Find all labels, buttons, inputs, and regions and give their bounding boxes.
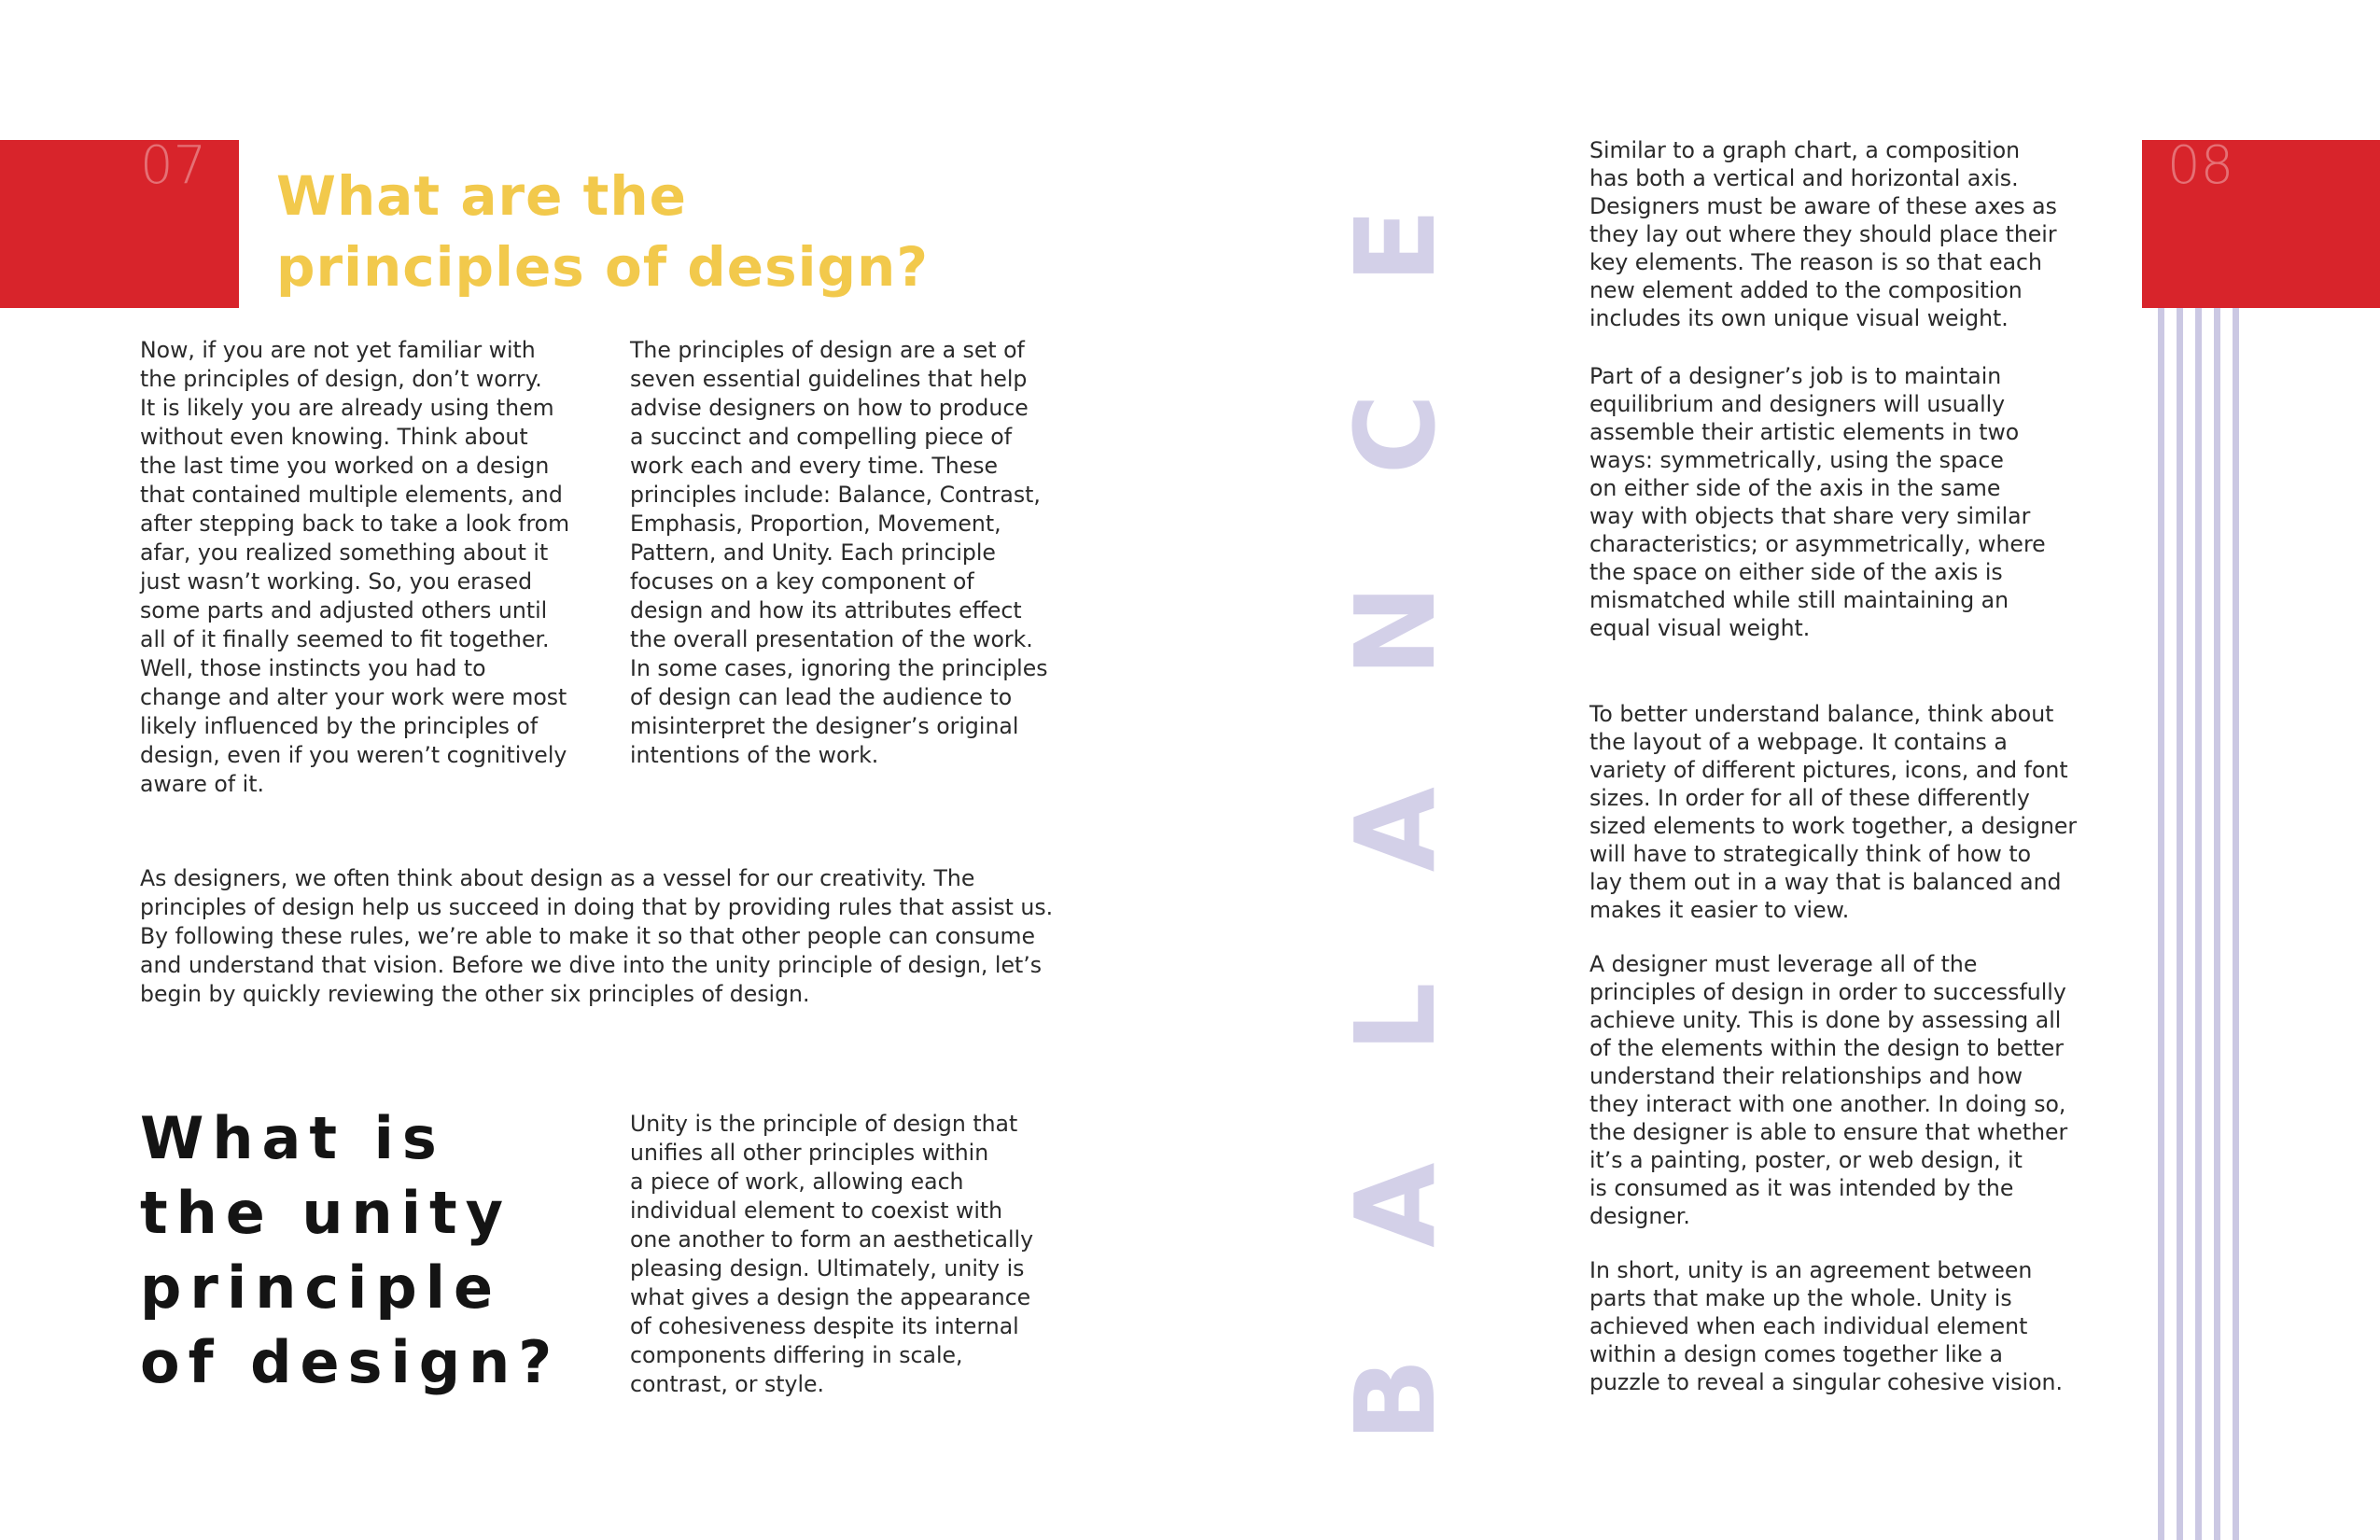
- paragraph-leverage-unity: A designer must leverage all of the principles of design in order to successfully achieve unity. This is done by assessing all of the elements within the design to better understand their relationships and how they interact with one another. In doing so, the designer is able to ensure that whether it’s a painting, poster, or web design, it is consumed as it was intended by the designer.: [1589, 951, 2068, 1229]
- balance-vertical-word-container: [1331, 98, 1460, 1442]
- heading-unity-principle: What is the unity principle of design?: [140, 1104, 561, 1396]
- heading-principles-line-1: What are the: [276, 164, 687, 228]
- page-number-left: 07: [140, 135, 207, 196]
- intro-column-2: The principles of design are a set of seven essential guidelines that help advise designers on how to produce a succinct and compelling piece of work each and every time. These principles include: Balance, Contrast, Emphasis, Proportion, Movement, Pattern, and Unity. Each principle focuses on a key component of design and how its attributes effect the overall presentation of the work. In some cases, ignoring the principles of design can lead the audience to misinterpret the designer’s original intentions of the work.: [630, 337, 1048, 768]
- decorative-stripe: [2195, 308, 2202, 1540]
- heading-principles: [276, 161, 1023, 302]
- balance-vertical-word: BALANCE: [1331, 98, 1460, 1442]
- intro-column-1: Now, if you are not yet familiar with the principles of design, don’t worry. It is likely you are already using them without even knowing. Think about the last time you worked on a design that contained multiple elements, and after stepping back to take a look from afar, you realized something about it just wasn’t working. So, you erased some parts and adjusted others until all of it finally seemed to fit together. Well, those instincts you had to change and alter your work were most likely influenced by the principles of design, even if you weren’t cognitively aware of it.: [140, 337, 570, 797]
- paragraph-equilibrium: Part of a designer’s job is to maintain equilibrium and designers will usually assemble their artistic elements in two ways: symmetrically, using the space on either side of the axis in the same way with objects that share very similar characteristics; or asymmetrically, where the space on either side of the axis is mismatched while still maintaining an equal visual weight.: [1589, 363, 2046, 641]
- decorative-stripe: [2177, 308, 2183, 1540]
- paragraph-webpage: To better understand balance, think about the layout of a webpage. It contains a variety of different pictures, icons, and font sizes. In order for all of these differently sized elements to work together, a designer will have to strategically think of how to lay them out in a way that is balanced and makes it easier to view.: [1589, 701, 2078, 923]
- decorative-stripe: [2233, 308, 2239, 1540]
- full-width-paragraph: As designers, we often think about design as a vessel for our creativity. The principles of design help us succeed in doing that by providing rules that assist us. By following these rules, we’re able to make it so that other people can consume and understand that vision. Before we dive into the unity principle of design, let’s begin by quickly reviewing the other six principles of design.: [140, 865, 1054, 1007]
- paragraph-axis: Similar to a graph chart, a composition has both a vertical and horizontal axis. Designers must be aware of these axes as they lay out where they should place their key elements. The reason is so that each new element added to the composition includes its own unique visual weight.: [1589, 137, 2057, 331]
- decorative-stripe: [2214, 308, 2220, 1540]
- right-page-text: [1589, 136, 2093, 1396]
- page-number-right: 08: [2167, 135, 2234, 196]
- paragraph-unity-summary: In short, unity is an agreement between parts that make up the whole. Unity is achieved when each individual element within a design comes together like a puzzle to reveal a singular cohesive vision.: [1589, 1257, 2064, 1395]
- unity-paragraph: Unity is the principle of design that unifies all other principles within a piece of work, allowing each individual element to coexist with one another to form an aesthetically pleasing design. Ultimately, unity is what gives a design the appearance of cohesiveness despite its internal components differing in scale, contrast, or style.: [630, 1111, 1034, 1397]
- heading-principles-line-2: principles of design?: [276, 235, 929, 299]
- decorative-stripe: [2158, 308, 2164, 1540]
